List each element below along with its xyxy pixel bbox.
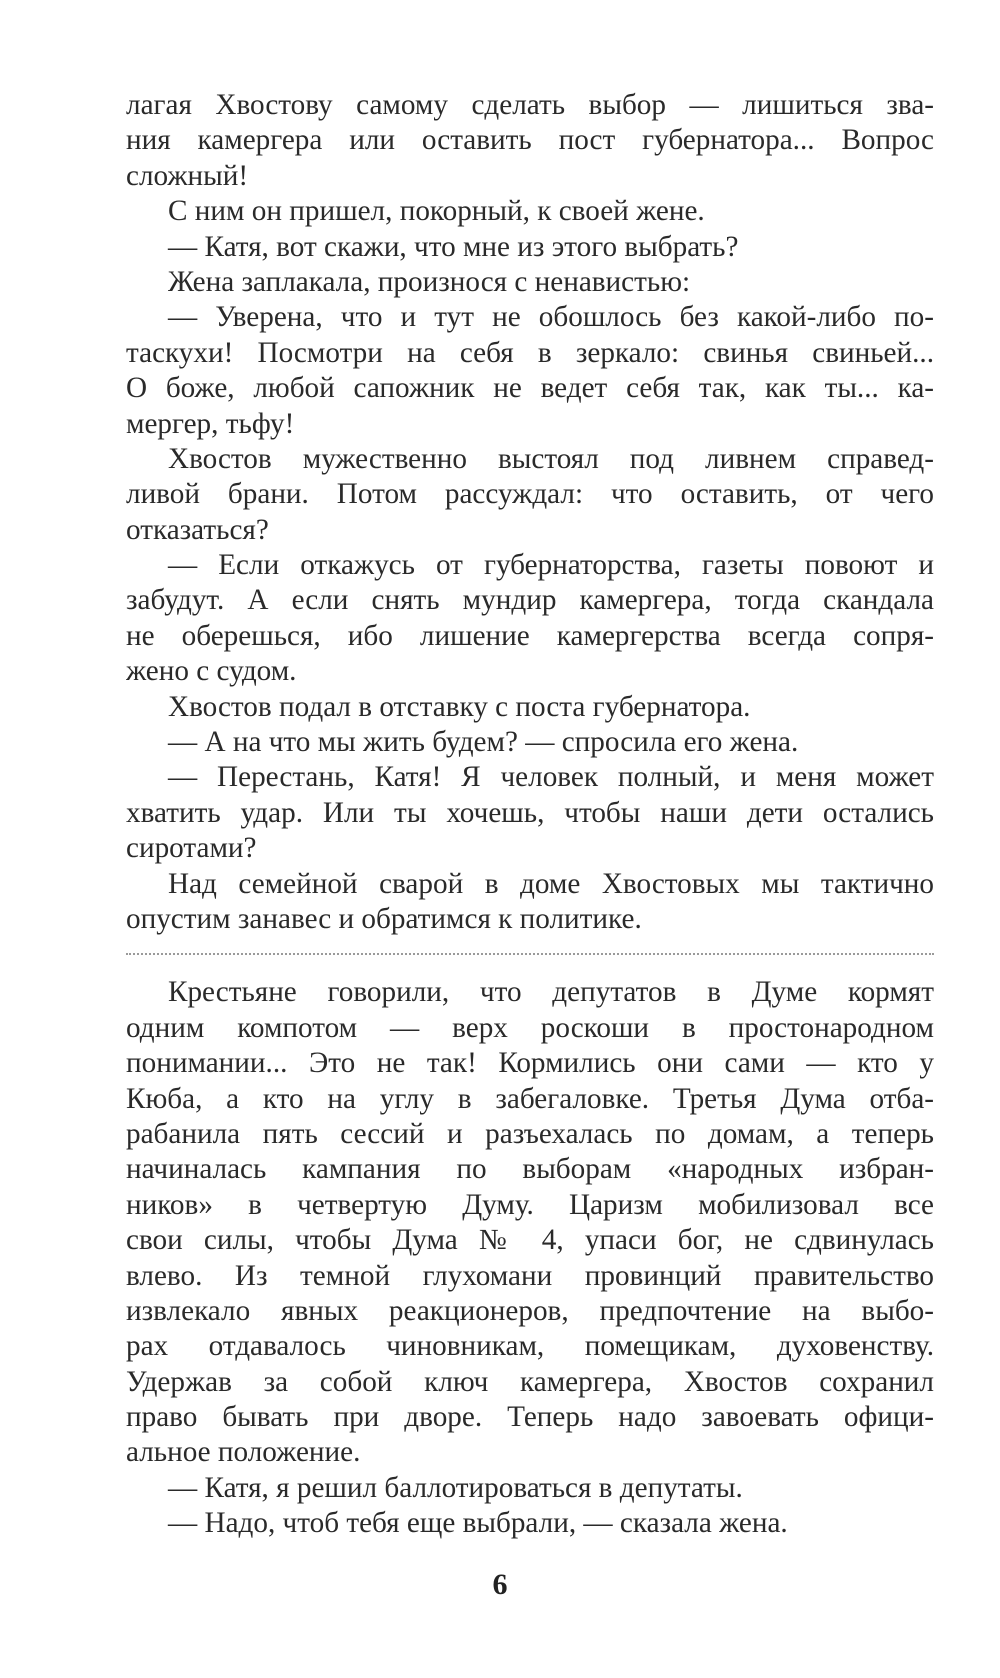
text-line: рах отдавалось чиновникам, помещикам, духовенству. — [126, 1330, 934, 1363]
text-line: сложный! — [126, 159, 249, 192]
text-line: — Перестань, Катя! Я человек полный, и меня может — [168, 761, 934, 794]
text-line: альное положение. — [126, 1436, 361, 1469]
text-line: влево. Из темной глухомани провинций правительство — [126, 1259, 934, 1292]
text-line: опустим занавес и обратимся к политике. — [126, 902, 642, 935]
text-line: право бывать при дворе. Теперь надо завоевать офици- — [126, 1401, 934, 1434]
text-line: не оберешься, ибо лишение камергерства всегда сопря- — [126, 619, 934, 652]
text-block-1 — [126, 88, 934, 937]
text-line: извлекало явных реакционеров, предпочтение на выбо- — [126, 1294, 934, 1327]
text-line: ливой брани. Потом рассуждал: что оставить, от чего — [126, 478, 934, 511]
text-line: начиналась кампания по выборам «народных избран- — [126, 1153, 934, 1186]
text-line: Жена заплакала, произнося с ненавистью: — [168, 265, 691, 298]
text-line: Хвостов подал в отставку с поста губернатора. — [168, 690, 751, 723]
text-line: — Если откажусь от губернаторства, газеты повоют и — [168, 549, 934, 582]
text-line: — А на что мы жить будем? — спросила его жена. — [168, 726, 799, 759]
text-line: С ним он пришел, покорный, к своей жене. — [168, 195, 705, 228]
text-line: Удержав за собой ключ камергера, Хвостов сохранил — [126, 1365, 934, 1398]
page-number: 6 — [492, 1568, 508, 1601]
text-line: Хвостов мужественно выстоял под ливнем справед- — [168, 442, 934, 475]
text-line: рабанила пять сессий и разъехалась по домам, а теперь — [126, 1117, 934, 1150]
text-line: отказаться? — [126, 513, 269, 546]
text-line: понимании... Это не так! Кормились они сами — кто у — [126, 1047, 934, 1080]
text-line: свои силы, чтобы Дума № 4, упаси бог, не сдвинулась — [126, 1224, 934, 1257]
text-line: одним компотом — верх роскоши в простонародном — [126, 1011, 934, 1044]
text-block-2 — [126, 975, 934, 1541]
text-line: — Уверена, что и тут не обошлось без какой-либо по- — [168, 301, 934, 334]
text-line: — Надо, чтоб тебя еще выбрали, — сказала жена. — [168, 1507, 788, 1540]
text-line: жено с судом. — [126, 655, 297, 688]
text-line: — Катя, я решил баллотироваться в депутаты. — [168, 1471, 743, 1504]
text-line: мергер, тьфу! — [126, 407, 295, 440]
text-line: сиротами? — [126, 832, 257, 865]
text-line: ния камергера или оставить пост губернатора... Вопрос — [126, 124, 934, 157]
text-line: лагая Хвостову самому сделать выбор — лишиться зва- — [126, 89, 934, 121]
text-line: Крестьяне говорили, что депутатов в Думе кормят — [168, 976, 934, 1009]
text-line: О боже, любой сапожник не ведет себя так, как ты... ка- — [126, 372, 934, 405]
text-line: таскухи! Посмотри на себя в зеркало: свинья свиньей... — [126, 336, 934, 369]
text-line: Кюба, а кто на углу в забегаловке. Третья Дума отба- — [126, 1082, 934, 1115]
text-line: ников» в четвертую Думу. Царизм мобилизовал все — [126, 1188, 934, 1221]
text-line: забудут. А если снять мундир камергера, тогда скандала — [126, 584, 934, 617]
text-line: Над семейной сварой в доме Хвостовых мы тактично — [168, 867, 934, 900]
section-separator — [126, 953, 934, 955]
text-line: хватить удар. Или ты хочешь, чтобы наши дети остались — [126, 796, 934, 829]
text-line: — Катя, вот скажи, что мне из этого выбрать? — [168, 230, 739, 263]
